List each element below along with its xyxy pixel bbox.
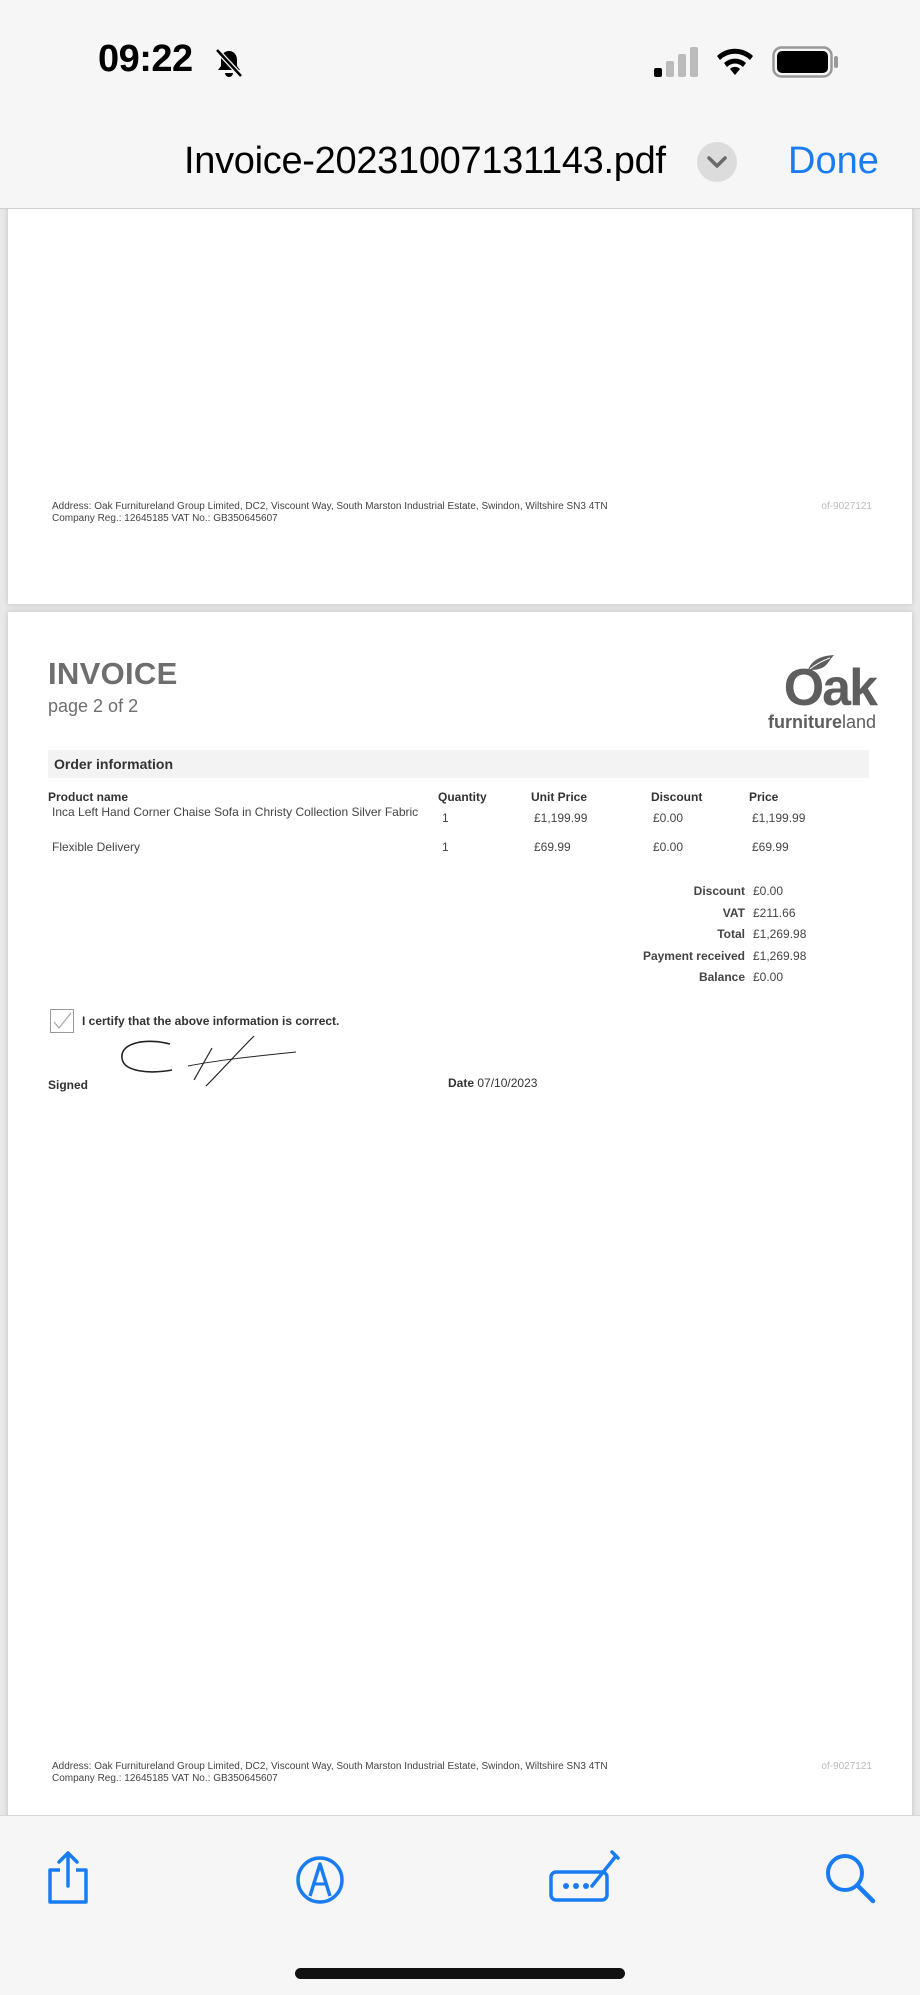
page1-address-line: Address: Oak Furnitureland Group Limited, DC2, Viscount Way, South Marston Industrial Estate, Swindon, Wiltshire SN3 4TN [52, 501, 608, 512]
column-header-discount: Discount [651, 790, 703, 804]
checkmark-icon [51, 1010, 73, 1032]
row-product: Flexible Delivery [52, 840, 141, 854]
handwritten-signature [108, 1032, 298, 1092]
row-unit-price: £69.99 [534, 840, 571, 854]
certify-checkbox [50, 1009, 74, 1033]
summary-balance-label: Balance [698, 970, 745, 984]
nav-bar [0, 110, 920, 209]
battery-icon [772, 46, 840, 78]
summary-vat-value: £211.66 [753, 906, 796, 920]
summary-discount-label: Discount [693, 884, 745, 898]
invoice-heading: INVOICE [48, 656, 178, 691]
status-bar [0, 0, 920, 110]
summary-payment-value: £1,269.98 [753, 949, 807, 963]
date-label: Date [448, 1076, 475, 1090]
logo-subtitle [768, 712, 876, 732]
row-unit-price: £1,199.99 [534, 811, 588, 825]
column-header-price: Price [749, 790, 779, 804]
page2-footer-code: of-9027121 [821, 1761, 872, 1772]
page1-company-line: Company Reg.: 12645185 VAT No.: GB350645607 [52, 513, 278, 524]
page2-address-line: Address: Oak Furnitureland Group Limited, DC2, Viscount Way, South Marston Industrial Estate, Swindon, Wiltshire SN3 4TN [52, 1761, 608, 1772]
row-price: £69.99 [752, 840, 789, 854]
row-quantity: 1 [442, 840, 449, 854]
share-icon[interactable] [38, 1848, 98, 1908]
signature-date [448, 1076, 537, 1090]
summary-payment-label: Payment received [642, 949, 745, 963]
fill-and-sign-icon[interactable] [548, 1848, 622, 1908]
pdf-page-1 [8, 209, 912, 604]
chevron-down-icon [697, 142, 737, 182]
summary-total-value: £1,269.98 [753, 927, 807, 941]
silent-bell-icon [212, 46, 246, 80]
page2-company-line: Company Reg.: 12645185 VAT No.: GB350645607 [52, 1773, 278, 1784]
page1-footer-address [52, 501, 608, 525]
certify-statement: I certify that the above information is correct. [82, 1014, 340, 1028]
title-menu-button[interactable] [697, 142, 737, 182]
summary-vat-label: VAT [722, 906, 745, 920]
summary-discount-value: £0.00 [753, 884, 784, 898]
done-button[interactable]: Done [788, 140, 879, 182]
column-header-quantity: Quantity [438, 790, 487, 804]
row-discount: £0.00 [653, 811, 684, 825]
status-time: 09:22 [98, 38, 193, 80]
row-price: £1,199.99 [752, 811, 806, 825]
cellular-signal-icon [652, 44, 700, 78]
signed-label: Signed [48, 1078, 89, 1092]
logo-wordmark: Oak [783, 659, 876, 717]
markup-icon[interactable] [290, 1848, 350, 1908]
row-discount: £0.00 [653, 840, 684, 854]
row-product: Inca Left Hand Corner Chaise Sofa in Christy Collection Silver Fabric [52, 805, 419, 819]
wifi-icon [712, 44, 758, 78]
pdf-page-2 [8, 612, 912, 1815]
page1-footer-code: of-9027121 [821, 501, 872, 512]
row-quantity: 1 [442, 811, 449, 825]
search-icon[interactable] [820, 1848, 880, 1908]
logo-sub-light: land [841, 712, 876, 732]
page2-footer-address [52, 1761, 608, 1785]
oak-furnitureland-logo [746, 652, 876, 736]
column-header-unit-price: Unit Price [531, 790, 588, 804]
summary-balance-value: £0.00 [753, 970, 784, 984]
logo-sub-bold: furniture [767, 712, 842, 732]
page-indicator: page 2 of 2 [48, 696, 139, 716]
section-title: Order information [54, 756, 174, 772]
bottom-toolbar [0, 1815, 920, 1995]
summary-total-label: Total [717, 927, 745, 941]
pdf-viewer[interactable] [0, 209, 920, 1815]
order-information-header [48, 750, 869, 778]
column-header-product: Product name [48, 790, 129, 804]
date-value: 07/10/2023 [477, 1076, 538, 1090]
home-indicator[interactable] [295, 1968, 625, 1979]
document-title[interactable]: Invoice-20231007131143.pdf [184, 140, 666, 182]
